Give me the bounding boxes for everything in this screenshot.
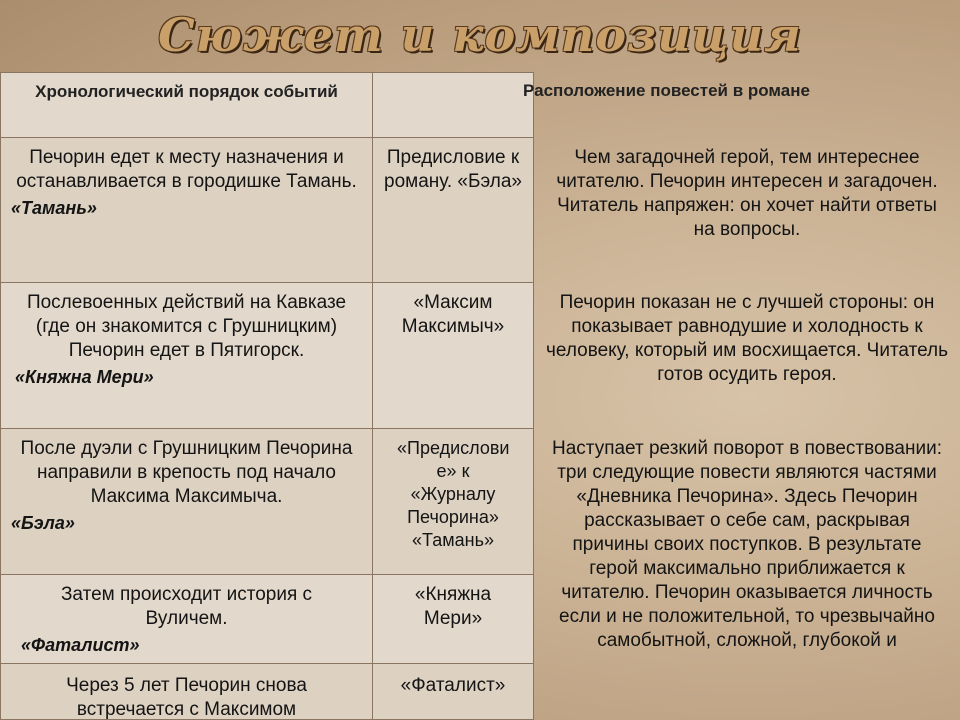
header-placement-label [373,80,960,104]
header-chronological-text: Хронологический порядок событий [35,82,338,101]
header-chronological [0,72,373,138]
events-text: Затем происходит история с Вуличем. [60,584,313,629]
novel-text: «Фаталист» [400,675,506,696]
novel-text: «Предислови е» к «Журналу Печорина» «Тамань» [397,438,510,550]
story-title: «Тамань» [11,198,97,218]
table-row-3-comment [534,437,960,720]
events-text: Послевоенных действий на Кавказе (где он знакомится с Грушницким) Печорин едет в Пятигорск. [26,292,347,361]
table-row-1-novel [373,138,534,283]
table-row-3-novel [373,429,534,575]
novel-text: «Княжна Мери» [414,584,492,629]
table-row-5-events [0,664,373,720]
story-title: «Бэла» [11,513,75,533]
table-row-2-comment [534,291,960,429]
table-row-5-novel [373,664,534,720]
comment-text: Чем загадочней герой, тем интереснее читателю. Печорин интересен и загадочен. Читатель напряжен: он хочет найти ответы на вопросы. [556,147,938,240]
header-placement-text: Расположение повестей в романе [523,81,810,100]
story-title: «Княжна Мери» [15,367,154,387]
novel-text: Предисловие к роману. «Бэла» [384,147,522,192]
table-row-3-events [0,429,373,575]
events-text: Печорин едет к месту назначения и останавливается в городишке Тамань. [16,147,357,192]
comment-text: Печорин показан не с лучшей стороны: он показывает равнодушие и холодность к человеку, который им восхищается. Читатель готов осудить героя. [546,292,948,385]
slide-title: Сюжет и композиция [158,8,802,62]
comment-text: Наступает резкий поворот в повествовании: три следующие повести являются частями «Дневника Печорина». Здесь Печорин рассказывает о себе сам, раскрывая причины своих поступков. В результате герой максимально приближается к читателю. Печорин оказывается личность если и не положительной, то чрезвычайно самобытной, сложной, глубокой и [552,438,942,651]
novel-text: «Максим Максимыч» [401,292,505,337]
table-row-1-comment [534,146,960,283]
table-row-2-novel [373,283,534,429]
story-title: «Фаталист» [21,635,140,655]
events-text: Через 5 лет Печорин снова встречается с Максимом [66,675,307,720]
table-row-4-events [0,575,373,664]
table-row-1-events [0,138,373,283]
table-row-2-events [0,283,373,429]
events-text: После дуэли с Грушницким Печорина направили в крепость под начало Максима Максимыча. [20,438,353,507]
table-row-4-novel [373,575,534,664]
